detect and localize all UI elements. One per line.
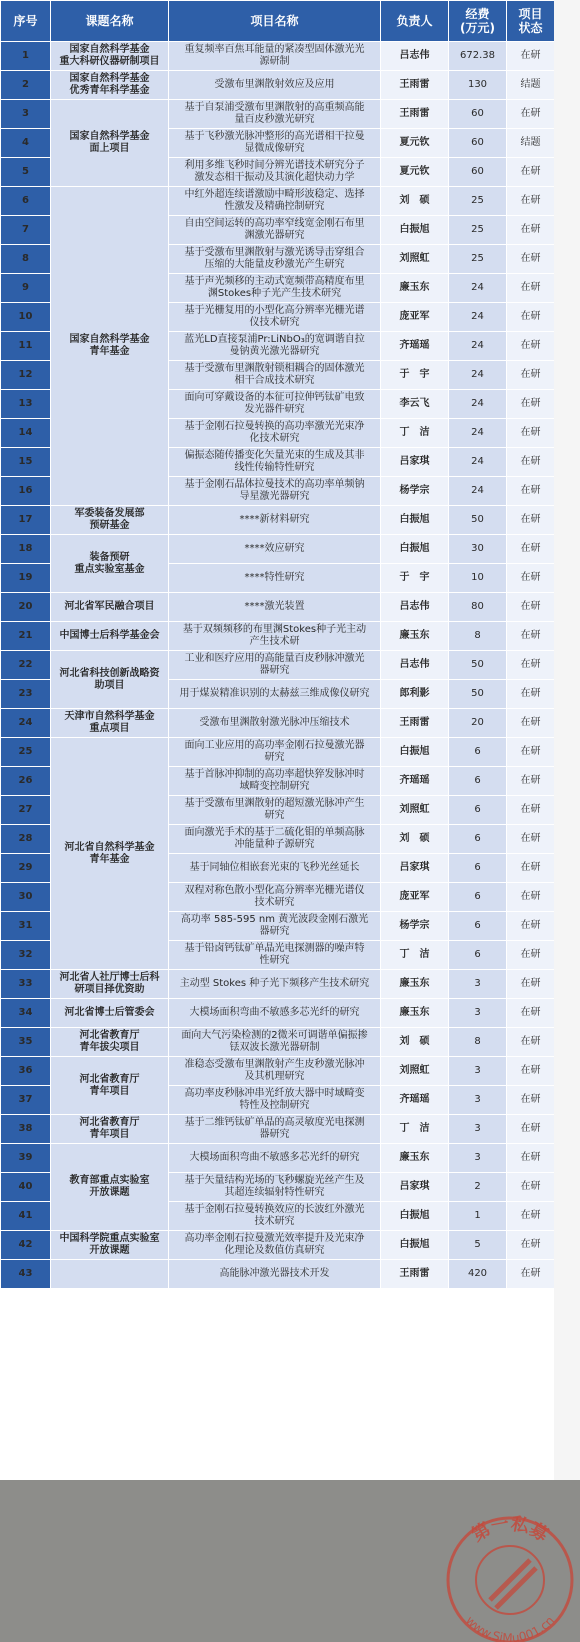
project-leader: 夏元钦 xyxy=(381,129,449,158)
category-name: 河北省人社厅博士后科 研项目择优资助 xyxy=(51,970,169,999)
project-fund: 8 xyxy=(449,1028,507,1057)
project-leader: 王雨雷 xyxy=(381,1260,449,1289)
project-name: 受激布里渊散射效应及应用 xyxy=(169,71,381,100)
row-index: 11 xyxy=(1,332,51,361)
project-status: 在研 xyxy=(507,1260,555,1289)
project-leader: 齐瑶瑶 xyxy=(381,332,449,361)
project-name: 高功率 585-595 nm 黄光波段金刚石激光 器研究 xyxy=(169,912,381,941)
project-name: 面向激光手术的基于二硫化钼的单频高脉 冲能量种子源研究 xyxy=(169,825,381,854)
row-index: 17 xyxy=(1,506,51,535)
row-index: 16 xyxy=(1,477,51,506)
row-index: 41 xyxy=(1,1202,51,1231)
project-leader: 廉玉东 xyxy=(381,1144,449,1173)
project-leader: 王雨雷 xyxy=(381,71,449,100)
category-name: 国家自然科学基金 重大科研仪器研制项目 xyxy=(51,42,169,71)
project-leader: 白振旭 xyxy=(381,216,449,245)
project-name: 基于矢量结构光场的飞秒螺旋光丝产生及 其超连续辐射特性研究 xyxy=(169,1173,381,1202)
category-name: 教育部重点实验室 开放课题 xyxy=(51,1144,169,1231)
project-name: 工业和医疗应用的高能量百皮秒脉冲激光 器研究 xyxy=(169,651,381,680)
table-row xyxy=(1,42,555,71)
table-row xyxy=(1,651,555,680)
project-status: 在研 xyxy=(507,361,555,390)
project-fund: 24 xyxy=(449,390,507,419)
project-name: 基于同轴位相嵌套光束的飞秒光丝延长 xyxy=(169,854,381,883)
category-name: 河北省军民融合项目 xyxy=(51,593,169,622)
project-fund: 24 xyxy=(449,361,507,390)
project-status: 在研 xyxy=(507,477,555,506)
project-status: 在研 xyxy=(507,419,555,448)
row-index: 18 xyxy=(1,535,51,564)
project-fund: 3 xyxy=(449,1144,507,1173)
category-name: 中国科学院重点实验室 开放课题 xyxy=(51,1231,169,1260)
project-name: 偏振态随传播变化矢量光束的生成及其非 线性传输特性研究 xyxy=(169,448,381,477)
project-status: 在研 xyxy=(507,187,555,216)
project-fund: 6 xyxy=(449,912,507,941)
row-index: 22 xyxy=(1,651,51,680)
project-name: 基于自泵浦受激布里渊散射的高重频高能 量百皮秒激光研究 xyxy=(169,100,381,129)
project-fund: 3 xyxy=(449,1115,507,1144)
category-name: 河北省博士后管委会 xyxy=(51,999,169,1028)
row-index: 25 xyxy=(1,738,51,767)
project-name: 基于双频频移的布里渊Stokes种子光主动 产生技术研 xyxy=(169,622,381,651)
project-status: 在研 xyxy=(507,738,555,767)
project-leader: 白振旭 xyxy=(381,535,449,564)
project-name: 面向大气污染检测的2微米可调谐单偏振掺 铥双波长激光器研制 xyxy=(169,1028,381,1057)
project-name: 高能脉冲激光器技术开发 xyxy=(169,1260,381,1289)
project-leader: 夏元钦 xyxy=(381,158,449,187)
project-leader: 刘 硕 xyxy=(381,825,449,854)
category-name: 国家自然科学基金 青年基金 xyxy=(51,187,169,506)
project-leader: 王雨雷 xyxy=(381,100,449,129)
project-leader: 廉玉东 xyxy=(381,970,449,999)
project-name: 大模场面积弯曲不敏感多芯光纤的研究 xyxy=(169,999,381,1028)
project-leader: 白振旭 xyxy=(381,506,449,535)
row-index: 10 xyxy=(1,303,51,332)
project-leader: 齐瑶瑶 xyxy=(381,1086,449,1115)
project-status: 在研 xyxy=(507,1173,555,1202)
project-fund: 6 xyxy=(449,825,507,854)
project-fund: 24 xyxy=(449,274,507,303)
project-fund: 420 xyxy=(449,1260,507,1289)
table-row xyxy=(1,738,555,767)
row-index: 12 xyxy=(1,361,51,390)
project-name: 基于铅卤钙钛矿单晶光电探测器的噪声特 性研究 xyxy=(169,941,381,970)
project-leader: 庞亚军 xyxy=(381,303,449,332)
project-name: 基于金刚石晶体拉曼技术的高功率单频钠 导星激光器研究 xyxy=(169,477,381,506)
project-leader: 吕家琪 xyxy=(381,854,449,883)
project-fund: 2 xyxy=(449,1173,507,1202)
project-leader: 廉玉东 xyxy=(381,622,449,651)
project-name: 基于首脉冲抑制的高功率超快猝发脉冲时 域畸变控制研究 xyxy=(169,767,381,796)
project-status: 在研 xyxy=(507,564,555,593)
table-right-margin xyxy=(554,0,580,1480)
project-status: 在研 xyxy=(507,999,555,1028)
project-leader: 廉玉东 xyxy=(381,999,449,1028)
project-name: ****激光装置 xyxy=(169,593,381,622)
project-leader: 丁 洁 xyxy=(381,941,449,970)
project-name: 用于煤炭精准识别的太赫兹三维成像仪研究 xyxy=(169,680,381,709)
table-row xyxy=(1,1231,555,1260)
project-fund: 3 xyxy=(449,970,507,999)
project-fund: 130 xyxy=(449,71,507,100)
project-status: 在研 xyxy=(507,274,555,303)
project-status: 在研 xyxy=(507,42,555,71)
project-status: 在研 xyxy=(507,390,555,419)
project-status: 在研 xyxy=(507,448,555,477)
watermark-url-text: www.SiMu001.cn xyxy=(462,1613,558,1642)
project-status: 在研 xyxy=(507,1086,555,1115)
category-name: 河北省科技创新战略资 助项目 xyxy=(51,651,169,709)
row-index: 14 xyxy=(1,419,51,448)
row-index: 13 xyxy=(1,390,51,419)
project-status: 在研 xyxy=(507,100,555,129)
project-name: 基于受激布里渊散射的超短激光脉冲产生 研究 xyxy=(169,796,381,825)
project-fund: 5 xyxy=(449,1231,507,1260)
project-leader: 刘照虹 xyxy=(381,796,449,825)
project-fund: 30 xyxy=(449,535,507,564)
table-row xyxy=(1,593,555,622)
table-row xyxy=(1,1260,555,1289)
table-row xyxy=(1,999,555,1028)
project-leader: 吕家琪 xyxy=(381,1173,449,1202)
project-fund: 6 xyxy=(449,854,507,883)
project-leader: 丁 洁 xyxy=(381,1115,449,1144)
table-row xyxy=(1,970,555,999)
category-name: 装备预研 重点实验室基金 xyxy=(51,535,169,593)
row-index: 7 xyxy=(1,216,51,245)
row-index: 38 xyxy=(1,1115,51,1144)
project-leader: 庞亚军 xyxy=(381,883,449,912)
row-index: 37 xyxy=(1,1086,51,1115)
project-fund: 60 xyxy=(449,129,507,158)
category-name: 河北省教育厅 青年拔尖项目 xyxy=(51,1028,169,1057)
project-leader: 廉玉东 xyxy=(381,274,449,303)
project-fund: 6 xyxy=(449,767,507,796)
table-row xyxy=(1,100,555,129)
category-name xyxy=(51,1260,169,1289)
table-header-row xyxy=(1,1,555,42)
project-name: ****特性研究 xyxy=(169,564,381,593)
project-leader: 白振旭 xyxy=(381,1202,449,1231)
project-status: 在研 xyxy=(507,941,555,970)
project-status: 在研 xyxy=(507,912,555,941)
table-row xyxy=(1,622,555,651)
row-index: 2 xyxy=(1,71,51,100)
row-index: 31 xyxy=(1,912,51,941)
row-index: 3 xyxy=(1,100,51,129)
project-status: 在研 xyxy=(507,158,555,187)
project-status: 在研 xyxy=(507,506,555,535)
watermark-cn-text: 第一私募 xyxy=(468,1513,552,1547)
table-row xyxy=(1,1115,555,1144)
project-status: 在研 xyxy=(507,1057,555,1086)
project-status: 在研 xyxy=(507,651,555,680)
project-leader: 刘照虹 xyxy=(381,245,449,274)
project-name: 中红外超连续谱激励中畸形波稳定、选择 性激发及精确控制研究 xyxy=(169,187,381,216)
table-row xyxy=(1,71,555,100)
project-leader: 吕志伟 xyxy=(381,42,449,71)
project-status: 在研 xyxy=(507,332,555,361)
project-name: 双程对称色散小型化高分辨率光栅光谱仪 技术研究 xyxy=(169,883,381,912)
project-fund: 8 xyxy=(449,622,507,651)
row-index: 8 xyxy=(1,245,51,274)
project-name: ****新材料研究 xyxy=(169,506,381,535)
project-status: 在研 xyxy=(507,1115,555,1144)
project-name: 基于金刚石拉曼转换的高功率激光光束净 化技术研究 xyxy=(169,419,381,448)
project-status: 在研 xyxy=(507,767,555,796)
table-row xyxy=(1,535,555,564)
project-status: 在研 xyxy=(507,303,555,332)
row-index: 23 xyxy=(1,680,51,709)
project-fund: 24 xyxy=(449,419,507,448)
project-leader: 吕志伟 xyxy=(381,593,449,622)
category-name: 天津市自然科学基金 重点项目 xyxy=(51,709,169,738)
table-body xyxy=(1,42,555,1289)
project-fund: 3 xyxy=(449,999,507,1028)
category-name: 河北省教育厅 青年项目 xyxy=(51,1115,169,1144)
project-fund: 24 xyxy=(449,448,507,477)
table-row xyxy=(1,1057,555,1086)
project-name: 面向可穿戴设备的本征可拉伸钙钛矿电致 发光器件研究 xyxy=(169,390,381,419)
project-name: 基于受激布里渊散射与激光诱导击穿组合 压缩的大能量皮秒激光产生研究 xyxy=(169,245,381,274)
row-index: 34 xyxy=(1,999,51,1028)
row-index: 27 xyxy=(1,796,51,825)
project-leader: 郎利影 xyxy=(381,680,449,709)
project-name: 基于声光频移的主动式宽频带高精度布里 渊Stokes种子光产生技术研究 xyxy=(169,274,381,303)
row-index: 6 xyxy=(1,187,51,216)
row-index: 24 xyxy=(1,709,51,738)
project-fund: 10 xyxy=(449,564,507,593)
row-index: 26 xyxy=(1,767,51,796)
project-leader: 刘照虹 xyxy=(381,1057,449,1086)
header-project: 项目名称 xyxy=(169,1,381,42)
row-index: 21 xyxy=(1,622,51,651)
project-name: 面向工业应用的高功率金刚石拉曼激光器 研究 xyxy=(169,738,381,767)
project-status: 在研 xyxy=(507,245,555,274)
category-name: 国家自然科学基金 面上项目 xyxy=(51,100,169,187)
project-name: 利用多维飞秒时间分辨光谱技术研究分子 激发态相干振动及其演化超快动力学 xyxy=(169,158,381,187)
row-index: 1 xyxy=(1,42,51,71)
project-name: 基于受激布里渊散射锁相耦合的固体激光 相干合成技术研究 xyxy=(169,361,381,390)
project-fund: 24 xyxy=(449,303,507,332)
row-index: 20 xyxy=(1,593,51,622)
row-index: 19 xyxy=(1,564,51,593)
project-leader: 刘 硕 xyxy=(381,187,449,216)
project-fund: 20 xyxy=(449,709,507,738)
project-fund: 1 xyxy=(449,1202,507,1231)
row-index: 29 xyxy=(1,854,51,883)
row-index: 43 xyxy=(1,1260,51,1289)
project-leader: 刘 硕 xyxy=(381,1028,449,1057)
row-index: 15 xyxy=(1,448,51,477)
table-row xyxy=(1,187,555,216)
project-name: 基于飞秒激光脉冲整形的高光谱相干拉曼 显微成像研究 xyxy=(169,129,381,158)
project-status: 在研 xyxy=(507,825,555,854)
row-index: 30 xyxy=(1,883,51,912)
project-status: 在研 xyxy=(507,622,555,651)
project-name: 高功率金刚石拉曼激光效率提升及光束净 化理论及数值仿真研究 xyxy=(169,1231,381,1260)
project-name: ****效应研究 xyxy=(169,535,381,564)
project-status: 在研 xyxy=(507,883,555,912)
row-index: 32 xyxy=(1,941,51,970)
project-status: 在研 xyxy=(507,1144,555,1173)
category-name: 军委装备发展部 预研基金 xyxy=(51,506,169,535)
project-fund: 60 xyxy=(449,100,507,129)
project-fund: 3 xyxy=(449,1057,507,1086)
project-fund: 6 xyxy=(449,941,507,970)
project-fund: 60 xyxy=(449,158,507,187)
row-index: 33 xyxy=(1,970,51,999)
table-row xyxy=(1,1144,555,1173)
project-leader: 吕志伟 xyxy=(381,651,449,680)
category-name: 国家自然科学基金 优秀青年科学基金 xyxy=(51,71,169,100)
project-leader: 白振旭 xyxy=(381,738,449,767)
project-fund: 50 xyxy=(449,506,507,535)
project-status: 在研 xyxy=(507,535,555,564)
project-status: 在研 xyxy=(507,1028,555,1057)
svg-text:www.SiMu001.cn xyxy=(463,1613,557,1642)
header-index: 序号 xyxy=(1,1,51,42)
project-name: 大模场面积弯曲不敏感多芯光纤的研究 xyxy=(169,1144,381,1173)
row-index: 35 xyxy=(1,1028,51,1057)
project-status: 在研 xyxy=(507,709,555,738)
project-fund: 25 xyxy=(449,245,507,274)
project-status: 在研 xyxy=(507,593,555,622)
project-fund: 3 xyxy=(449,1086,507,1115)
row-index: 4 xyxy=(1,129,51,158)
project-status: 在研 xyxy=(507,680,555,709)
project-leader: 王雨雷 xyxy=(381,709,449,738)
project-fund: 80 xyxy=(449,593,507,622)
project-name: 自由空间运转的高功率窄线宽金刚石布里 渊激光器研究 xyxy=(169,216,381,245)
row-index: 9 xyxy=(1,274,51,303)
project-fund: 672.38 xyxy=(449,42,507,71)
project-status: 在研 xyxy=(507,216,555,245)
project-fund: 6 xyxy=(449,796,507,825)
project-fund: 25 xyxy=(449,216,507,245)
project-status: 在研 xyxy=(507,796,555,825)
project-leader: 丁 洁 xyxy=(381,419,449,448)
project-leader: 于 宇 xyxy=(381,564,449,593)
project-fund: 50 xyxy=(449,680,507,709)
project-name: 基于二维钙钛矿单晶的高灵敏度光电探测 器研究 xyxy=(169,1115,381,1144)
row-index: 28 xyxy=(1,825,51,854)
project-fund: 6 xyxy=(449,883,507,912)
project-status: 在研 xyxy=(507,1231,555,1260)
project-status: 在研 xyxy=(507,970,555,999)
project-status: 结题 xyxy=(507,129,555,158)
project-name: 高功率皮秒脉冲串光纤放大器中时域畸变 特性及控制研究 xyxy=(169,1086,381,1115)
project-fund: 6 xyxy=(449,738,507,767)
row-index: 5 xyxy=(1,158,51,187)
header-leader: 负责人 xyxy=(381,1,449,42)
category-name: 河北省教育厅 青年项目 xyxy=(51,1057,169,1115)
project-leader: 李云飞 xyxy=(381,390,449,419)
project-name: 受激布里渊散射激光脉冲压缩技术 xyxy=(169,709,381,738)
project-leader: 齐瑶瑶 xyxy=(381,767,449,796)
project-name: 重复频率百焦耳能量的紧凑型固体激光光 源研制 xyxy=(169,42,381,71)
project-name: 基于金刚石拉曼转换效应的长波红外激光 技术研究 xyxy=(169,1202,381,1231)
project-status: 结题 xyxy=(507,71,555,100)
project-status: 在研 xyxy=(507,854,555,883)
project-name: 基于光栅复用的小型化高分辨率光栅光谱 仪技术研究 xyxy=(169,303,381,332)
category-name: 中国博士后科学基金会 xyxy=(51,622,169,651)
row-index: 39 xyxy=(1,1144,51,1173)
project-name: 蓝光LD直接泵浦Pr:LiNbO₃的宽调谐自拉 曼钠黄光激光器研究 xyxy=(169,332,381,361)
project-fund: 25 xyxy=(449,187,507,216)
header-fund: 经费 (万元) xyxy=(449,1,507,42)
project-leader: 吕家琪 xyxy=(381,448,449,477)
project-fund: 24 xyxy=(449,332,507,361)
project-status: 在研 xyxy=(507,1202,555,1231)
header-category: 课题名称 xyxy=(51,1,169,42)
project-leader: 杨学宗 xyxy=(381,477,449,506)
table-row xyxy=(1,709,555,738)
category-name: 河北省自然科学基金 青年基金 xyxy=(51,738,169,970)
project-fund: 50 xyxy=(449,651,507,680)
project-leader: 杨学宗 xyxy=(381,912,449,941)
project-name: 主动型 Stokes 种子光下频移产生技术研究 xyxy=(169,970,381,999)
project-leader: 于 宇 xyxy=(381,361,449,390)
table-row xyxy=(1,506,555,535)
row-index: 36 xyxy=(1,1057,51,1086)
row-index: 42 xyxy=(1,1231,51,1260)
header-status: 项目 状态 xyxy=(507,1,555,42)
table-row xyxy=(1,1028,555,1057)
project-fund: 24 xyxy=(449,477,507,506)
watermark-seal xyxy=(430,1480,580,1642)
project-leader: 白振旭 xyxy=(381,1231,449,1260)
project-name: 准稳态受激布里渊散射产生皮秒激光脉冲 及其机理研究 xyxy=(169,1057,381,1086)
row-index: 40 xyxy=(1,1173,51,1202)
